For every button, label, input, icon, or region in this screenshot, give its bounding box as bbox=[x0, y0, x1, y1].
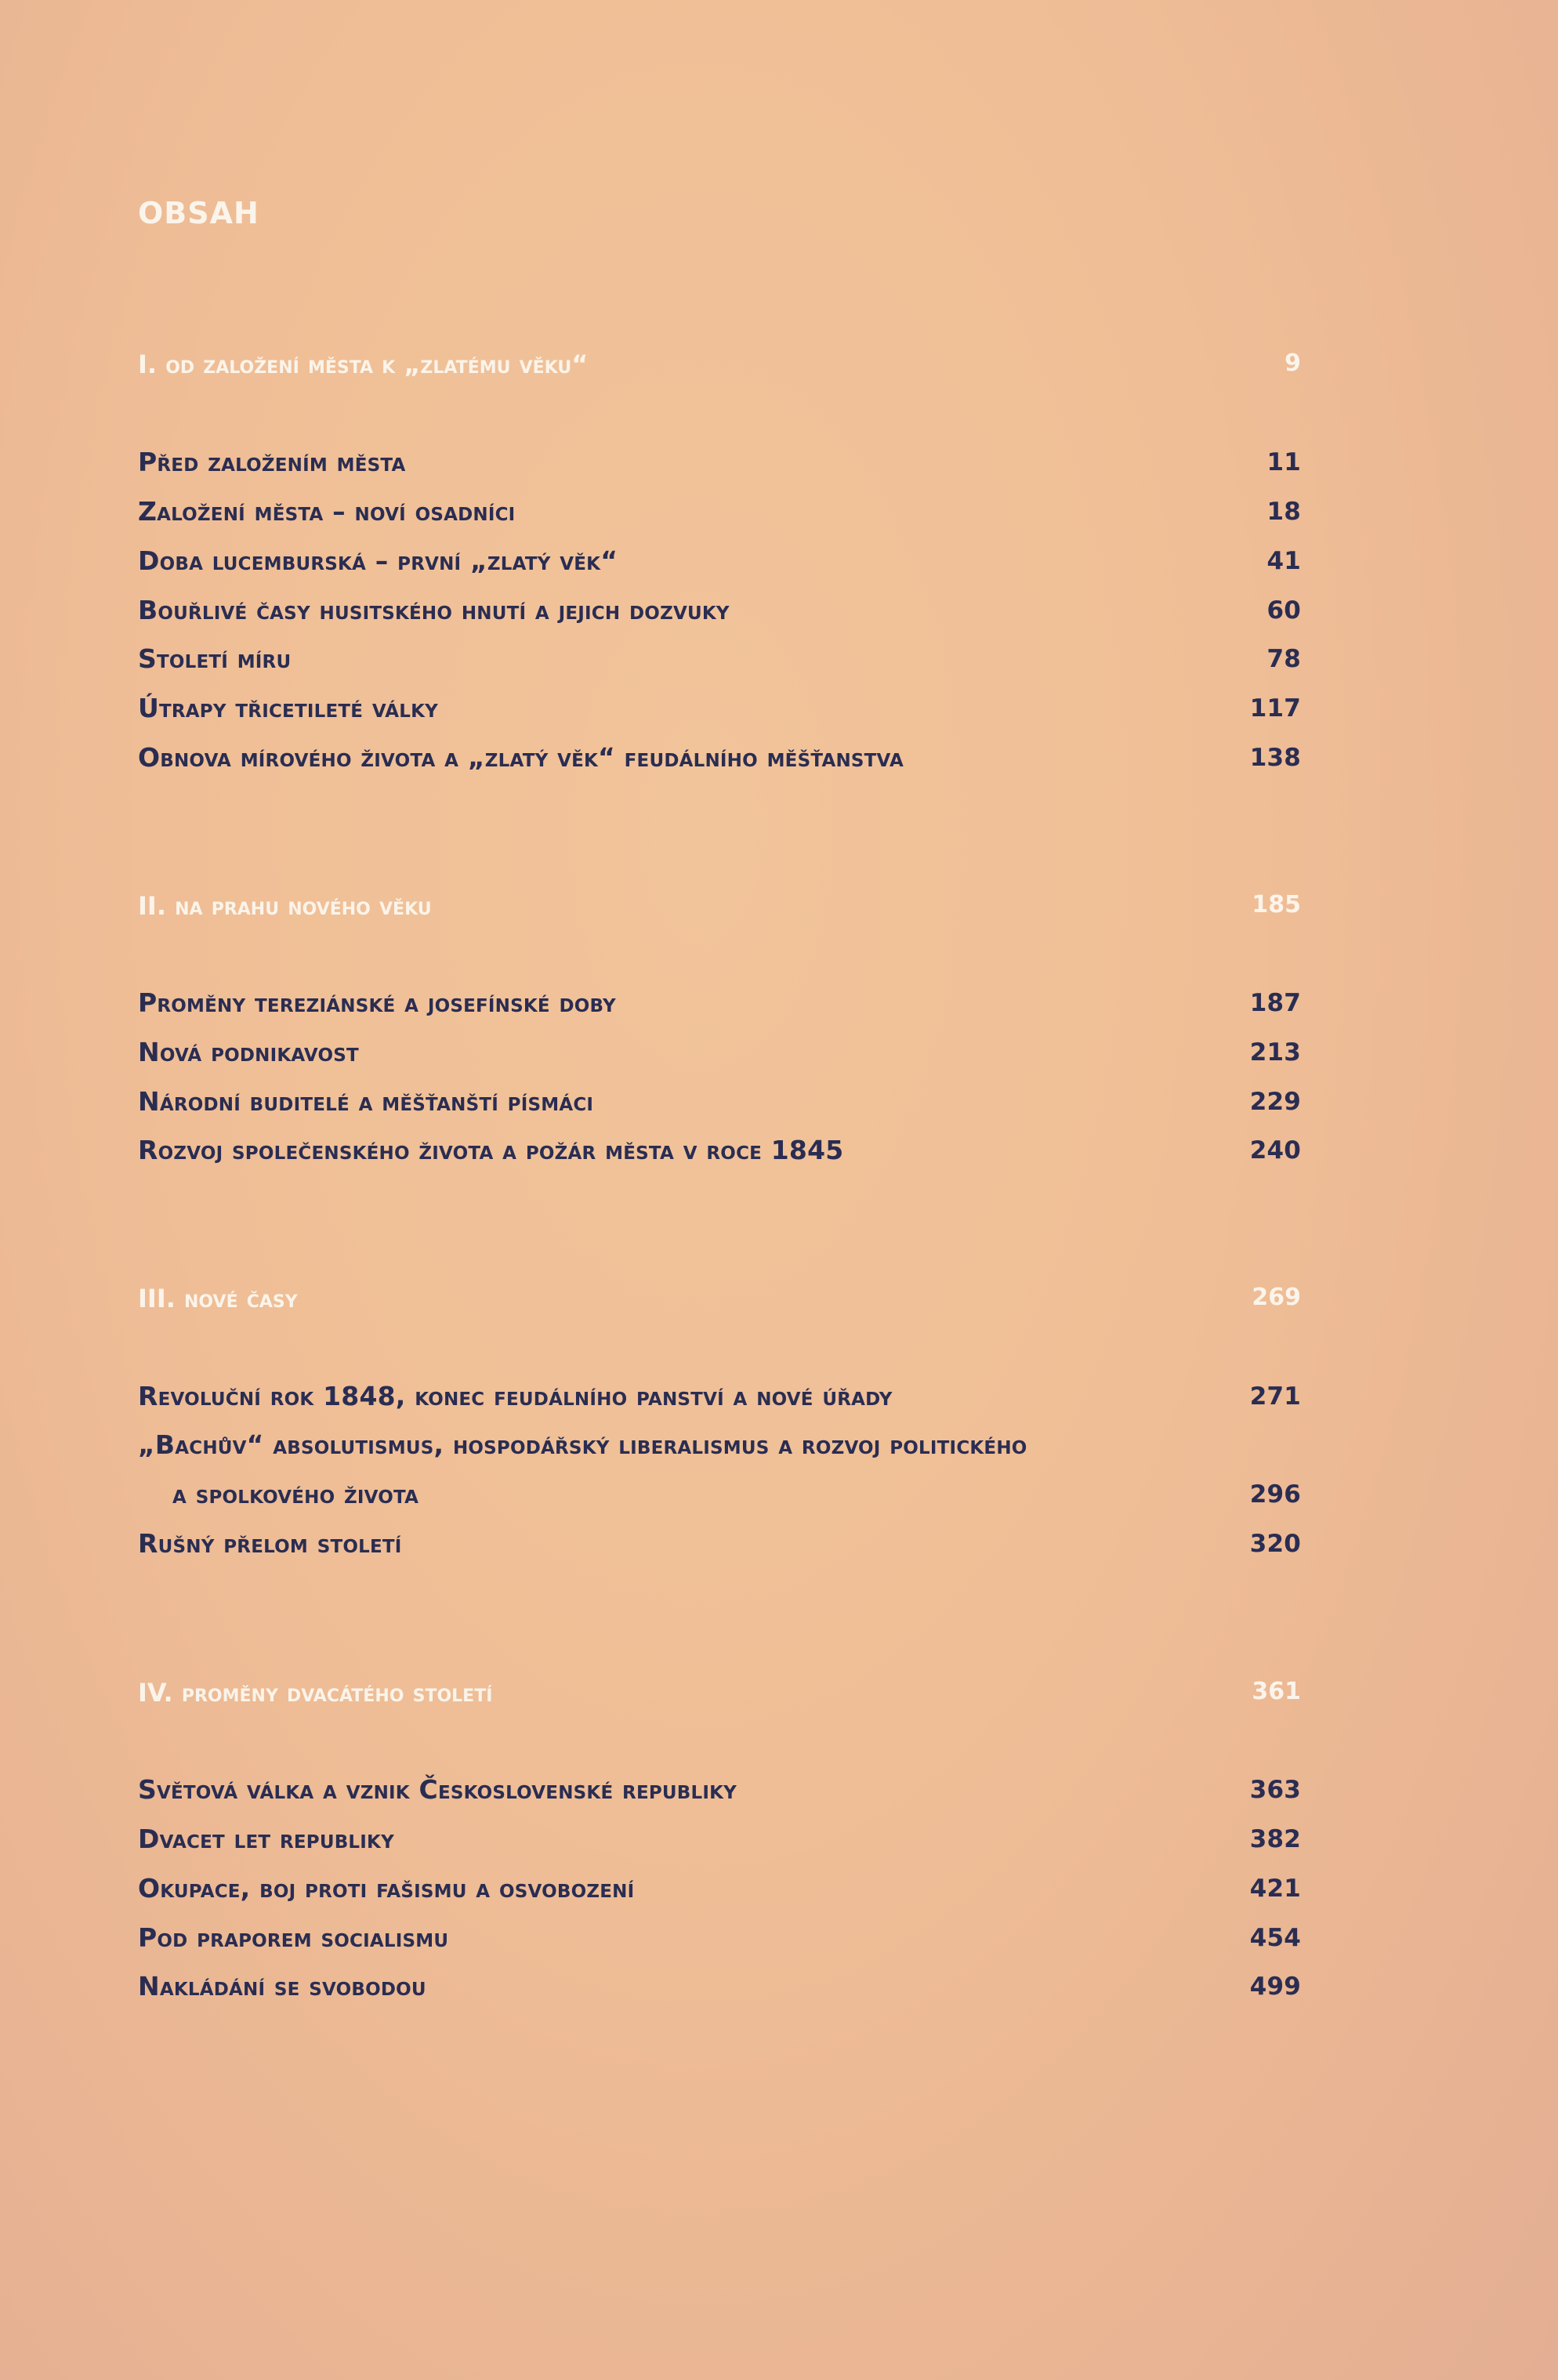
entry-label: Útrapy třicetileté války bbox=[138, 693, 439, 723]
toc-title: OBSAH bbox=[138, 196, 259, 230]
toc-entry bbox=[138, 693, 1301, 734]
toc-entry bbox=[138, 595, 1301, 636]
entry-page-number: 187 bbox=[1249, 989, 1301, 1017]
section-page-number: 9 bbox=[1284, 350, 1301, 377]
entry-page-number: 271 bbox=[1249, 1382, 1301, 1411]
toc-entry bbox=[138, 1528, 1301, 1569]
section-title: III. nové časy bbox=[138, 1284, 298, 1313]
entry-label: Rozvoj společenského života a požár města v roce 1845 bbox=[138, 1135, 844, 1165]
entry-page-number: 60 bbox=[1266, 596, 1301, 625]
entry-page-number: 382 bbox=[1249, 1825, 1301, 1853]
entry-label: Založení města – noví osadníci bbox=[138, 496, 516, 527]
entry-label: Doba lucemburská – první „zlatý věk“ bbox=[138, 545, 618, 576]
entry-page-number: 499 bbox=[1249, 1972, 1301, 2001]
entry-page-number: 296 bbox=[1249, 1480, 1301, 1509]
toc-entry bbox=[138, 1135, 1301, 1176]
entry-label: Nová podnikavost bbox=[138, 1037, 359, 1067]
section-page-number: 185 bbox=[1252, 891, 1301, 918]
entry-page-number: 454 bbox=[1249, 1924, 1301, 1952]
toc-entry bbox=[138, 1774, 1301, 1815]
entry-page-number: 229 bbox=[1249, 1088, 1301, 1116]
entry-label: Okupace, boj proti fašismu a osvobození bbox=[138, 1873, 635, 1904]
entry-label: Před založením města bbox=[138, 447, 406, 477]
entry-label: a spolkového života bbox=[172, 1479, 419, 1509]
entry-label: Národní buditelé a měšťanští písmáci bbox=[138, 1086, 594, 1117]
toc-entry bbox=[138, 1922, 1301, 1963]
toc-entry bbox=[138, 1824, 1301, 1864]
entry-label: Revoluční rok 1848, konec feudálního panství a nové úřady bbox=[138, 1381, 893, 1411]
toc-entry bbox=[138, 447, 1301, 487]
entry-label: Obnova mírového života a „zlatý věk“ feudálního měšťanstva bbox=[138, 742, 904, 773]
section-page-number: 361 bbox=[1252, 1678, 1301, 1705]
toc-entry bbox=[138, 1086, 1301, 1127]
entry-page-number: 320 bbox=[1249, 1530, 1301, 1558]
toc-entry bbox=[138, 1873, 1301, 1914]
entry-label: „Bachův“ absolutismus, hospodářský liberalismus a rozvoj politického bbox=[138, 1429, 1027, 1460]
toc-entry bbox=[138, 496, 1301, 537]
entry-page-number: 41 bbox=[1266, 547, 1301, 575]
toc-entry bbox=[138, 1479, 1301, 1520]
entry-label: Světová válka a vznik Československé republiky bbox=[138, 1774, 737, 1805]
entry-page-number: 117 bbox=[1249, 694, 1301, 723]
entry-page-number: 240 bbox=[1249, 1136, 1301, 1165]
entry-label: Dvacet let republiky bbox=[138, 1824, 394, 1854]
entry-page-number: 363 bbox=[1249, 1776, 1301, 1804]
entry-label: Proměny tereziánské a josefínské doby bbox=[138, 987, 616, 1018]
entry-page-number: 18 bbox=[1266, 498, 1301, 526]
section-heading bbox=[138, 350, 1301, 389]
toc-entry bbox=[138, 1037, 1301, 1078]
entry-page-number: 421 bbox=[1249, 1875, 1301, 1903]
toc-entry bbox=[138, 1971, 1301, 2012]
section-heading bbox=[138, 1678, 1301, 1717]
entry-page-number: 213 bbox=[1249, 1038, 1301, 1067]
entry-label: Nakládání se svobodou bbox=[138, 1971, 426, 2001]
toc-entry bbox=[138, 643, 1301, 684]
section-heading bbox=[138, 891, 1301, 930]
entry-label: Bouřlivé časy husitského hnutí a jejich dozvuky bbox=[138, 595, 730, 625]
section-heading bbox=[138, 1284, 1301, 1323]
entry-page-number: 138 bbox=[1249, 744, 1301, 772]
section-title: II. na prahu nového věku bbox=[138, 891, 432, 921]
entry-label: Století míru bbox=[138, 643, 292, 674]
section-page-number: 269 bbox=[1252, 1284, 1301, 1311]
entry-page-number: 78 bbox=[1266, 645, 1301, 673]
entry-page-number: 11 bbox=[1266, 448, 1301, 476]
entry-label: Pod praporem socialismu bbox=[138, 1922, 449, 1953]
toc-entry bbox=[138, 545, 1301, 586]
toc-entry bbox=[138, 1429, 1301, 1470]
section-title: IV. proměny dvacátého století bbox=[138, 1678, 493, 1708]
toc-entry bbox=[138, 742, 1301, 783]
toc-entry bbox=[138, 987, 1301, 1028]
entry-label: Rušný přelom století bbox=[138, 1528, 402, 1559]
toc-entry bbox=[138, 1381, 1301, 1422]
section-title: I. od založení města k „zlatému věku“ bbox=[138, 350, 589, 379]
